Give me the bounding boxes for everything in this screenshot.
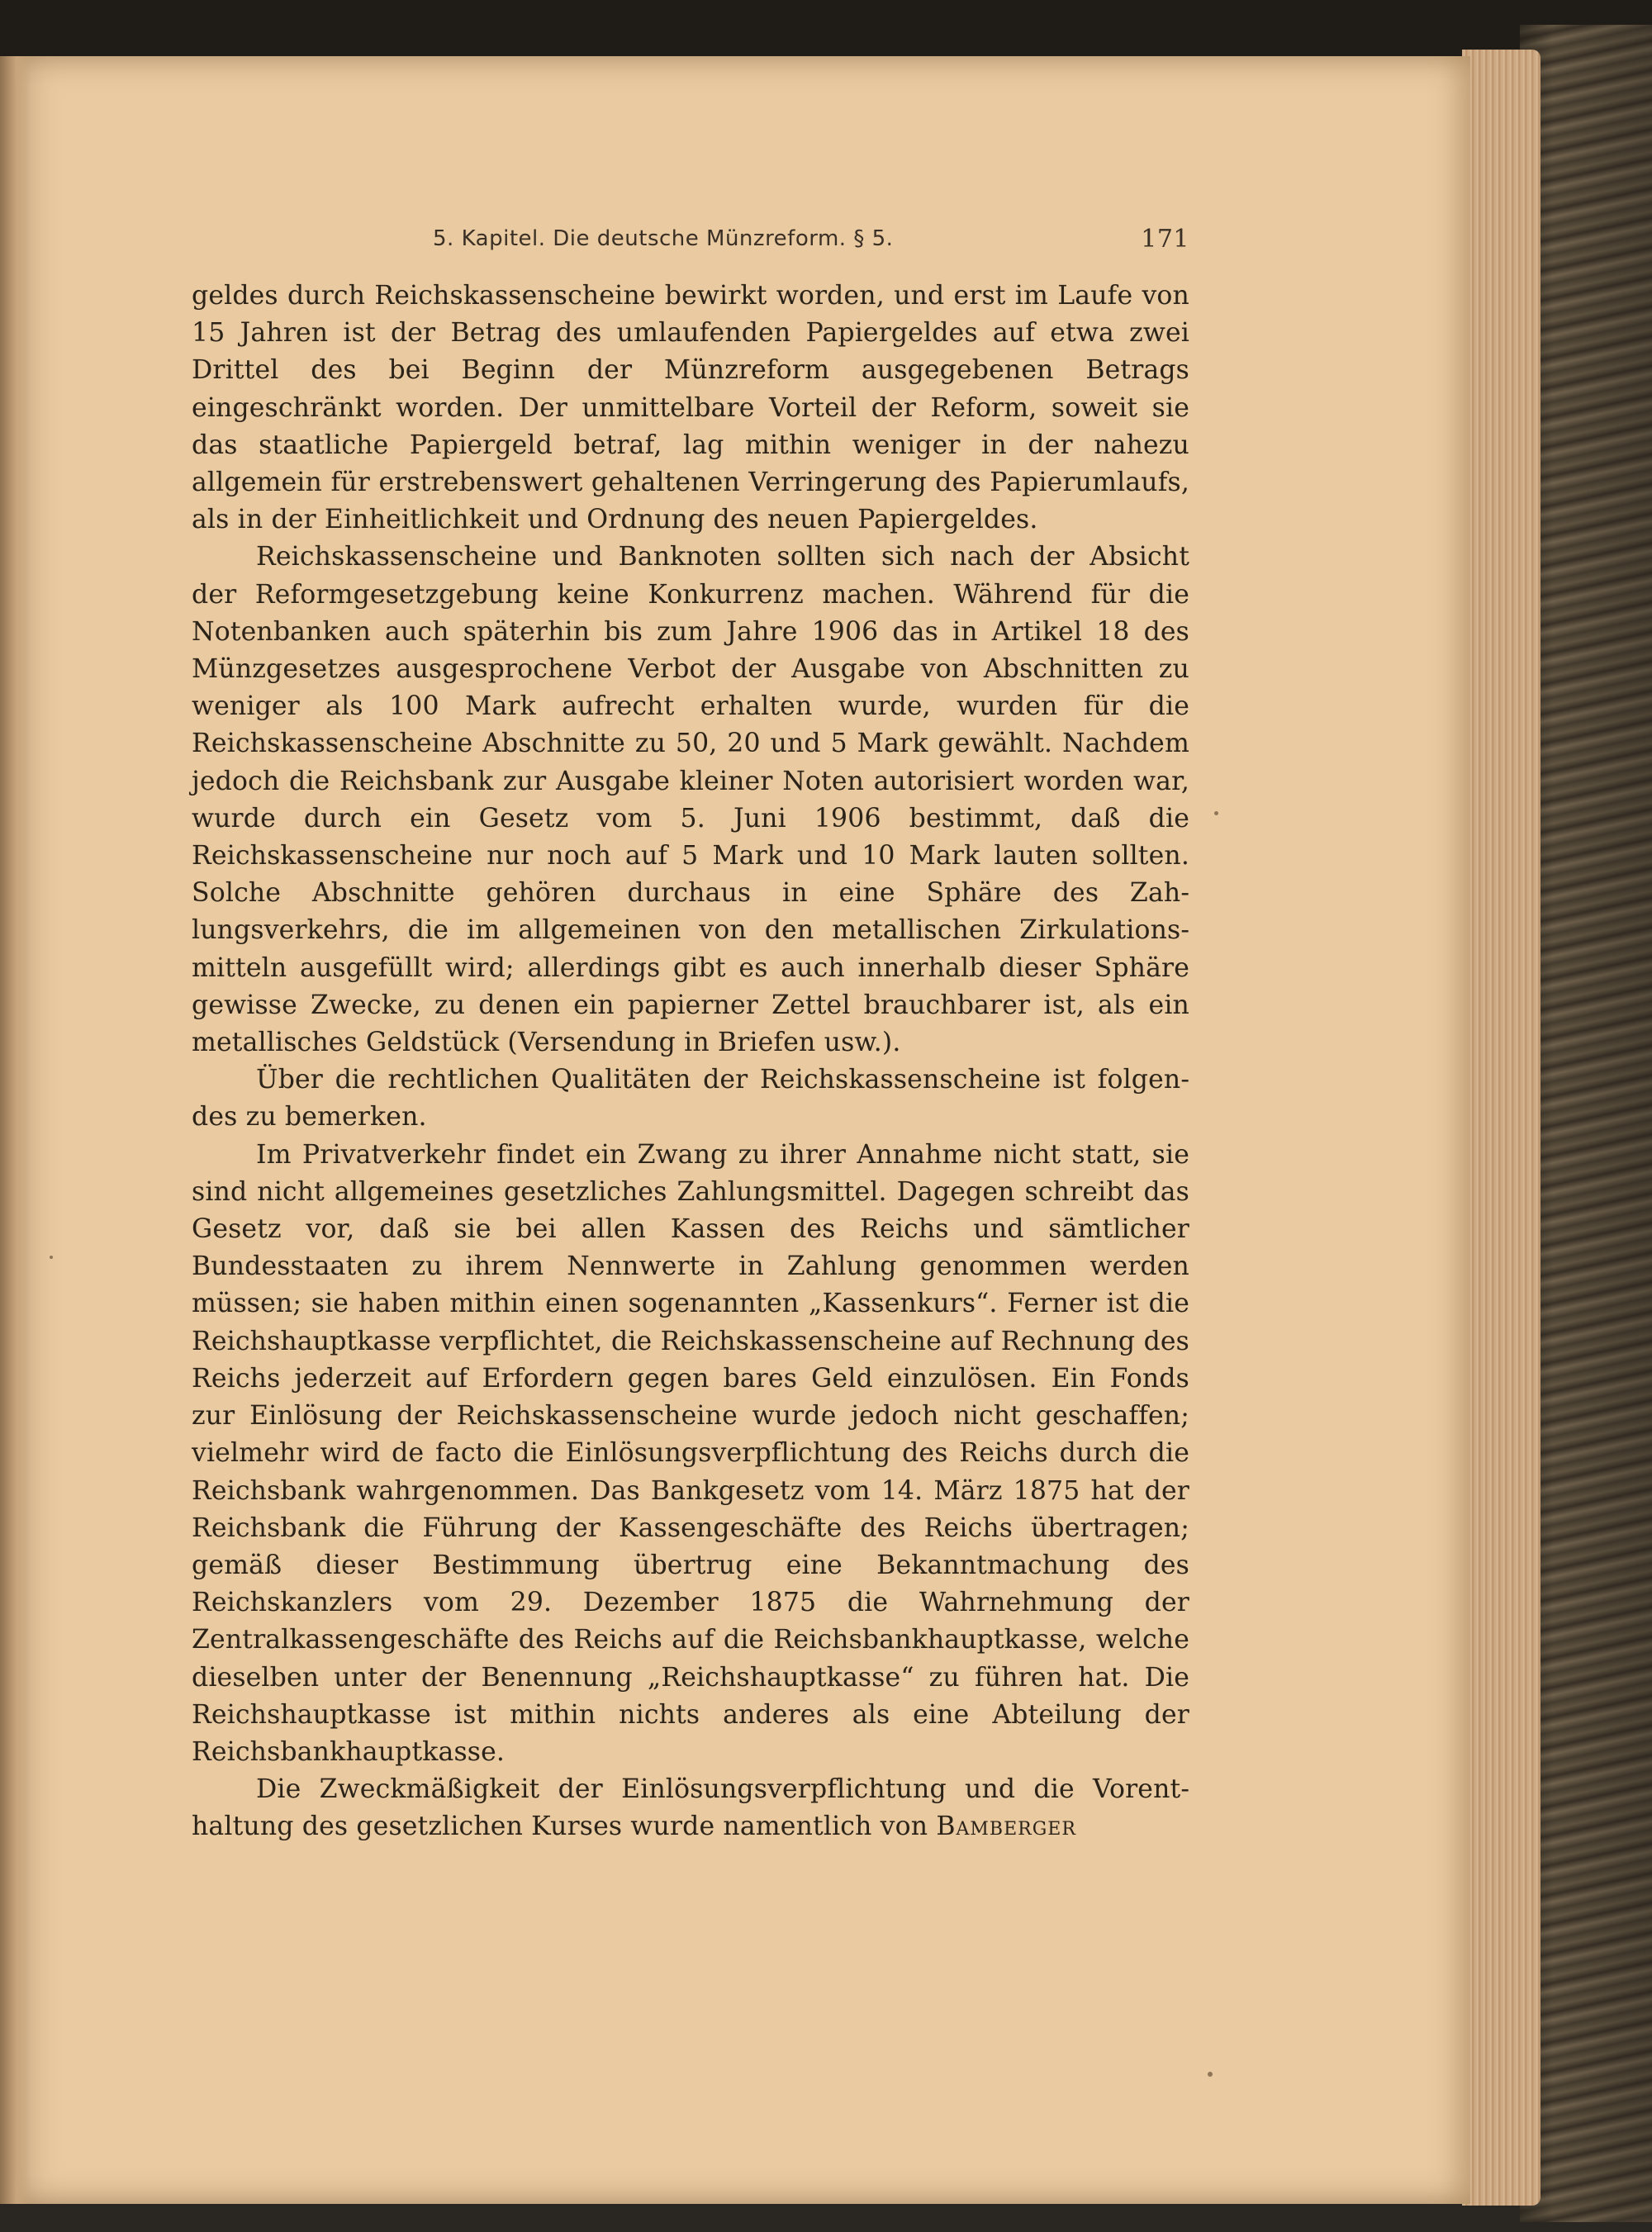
paragraph-4: Im Privatverkehr findet ein Zwang zu ihrer Annahme nicht statt, sie sind nicht allgemeines gesetzliches Zahlungsmittel. Dagegen schreibt das Gesetz vor, daß sie bei allen Kassen des Reichs und sämtlicher Bundesstaaten zu ihrem Nennwerte in Zahlung genommen werden müssen; sie haben mithin einen sogenannten „Kassenkurs“. Ferner ist die Reichshauptkasse verpflichtet, die Reichskassenscheine auf Rechnung des Reichs jederzeit auf Erfordern gegen bares Geld einzulösen. Ein Fonds zur Einlösung der Reichskassenscheine wurde jedoch nicht geschaffen; vielmehr wird de facto die Einlösungsverpflichtung des Reichs durch die Reichsbank wahrgenommen. Das Bankgesetz vom 14. März 1875 hat der Reichsbank die Führung der Kassengeschäfte des Reichs übertragen; gemäß dieser Bestimmung übertrug eine Bekanntmachung des Reichskanzlers vom 29. Dezember 1875 die Wahrnehmung der Zentralkassengeschäfte des Reichs auf die Reichsbankhauptkasse, welche dieselben unter der Benennung „Reichshauptkasse“ zu führen hat. Die Reichshauptkasse ist mithin nichts anderes als eine Abteilung der Reichsbankhauptkasse. [192, 1139, 1189, 1767]
paper-speck [1208, 2072, 1213, 2077]
page-number: 171 [1141, 225, 1189, 254]
text-block [192, 225, 1189, 1846]
page-edges [1462, 50, 1540, 2206]
paragraph-3: Über die rechtlichen Qualitäten der Reichskassenscheine ist folgendes zu bemerken. [192, 1065, 1189, 1133]
paper-speck [1214, 811, 1218, 815]
page-gutter [0, 56, 31, 2204]
author-name-small-caps: Bamberger [936, 1812, 1076, 1842]
running-head [192, 225, 1189, 261]
running-head-title: 5. Kapitel. Die deutsche Münzreform. § 5. [433, 226, 894, 251]
paragraph-5-text: Die Zweckmäßigkeit der Einlösungsverpflichtung und die Vorenthaltung des gesetzlichen Kurses wurde namentlich von [192, 1774, 1189, 1842]
paragraph-1: geldes durch Reichskassenscheine bewirkt worden, und erst im Laufe von 15 Jahren ist der Betrag des umlaufenden Papiergeldes auf etwa zwei Drittel des bei Beginn der Münzreform ausgegebenen Betrags eingeschränkt worden. Der unmittelbare Vorteil der Reform, soweit sie das staatliche Papiergeld betraf, lag mithin weniger in der nahezu allgemein für erstrebenswert gehaltenen Verringerung des Papierumlaufs, als in der Einheitlichkeit und Ordnung des neuen Papiergeldes. [192, 281, 1189, 535]
book-board-top [0, 0, 1652, 58]
paragraph-5 [192, 1771, 1189, 1845]
body-text [192, 278, 1189, 1846]
paragraph-2: Reichskassenscheine und Banknoten sollten sich nach der Absicht der Reformgesetzgebung keine Konkurrenz machen. Während für die Notenbanken auch späterhin bis zum Jahre 1906 das in Artikel 18 des Münzgesetzes ausgesprochene Verbot der Ausgabe von Abschnitten zu weniger als 100 Mark aufrecht erhalten wurde, wurden für die Reichskassenscheine Abschnitte zu 50, 20 und 5 Mark gewählt. Nachdem jedoch die Reichsbank zur Ausgabe kleiner Noten autorisiert worden war, wurde durch ein Gesetz vom 5. Juni 1906 bestimmt, daß die Reichskassenscheine nur noch auf 5 Mark und 10 Mark lauten sollten. Solche Abschnitte gehören durchaus in eine Sphäre des Zahlungsverkehrs, die im allgemeinen von den metallischen Zirkulationsmitteln ausgefüllt wird; allerdings gibt es auch innerhalb dieser Sphäre gewisse Zwecke, zu denen ein papierner Zettel brauchbarer ist, als ein metallisches Geldstück (Versendung in Briefen usw.). [192, 542, 1189, 1058]
paper-speck [50, 1256, 53, 1259]
